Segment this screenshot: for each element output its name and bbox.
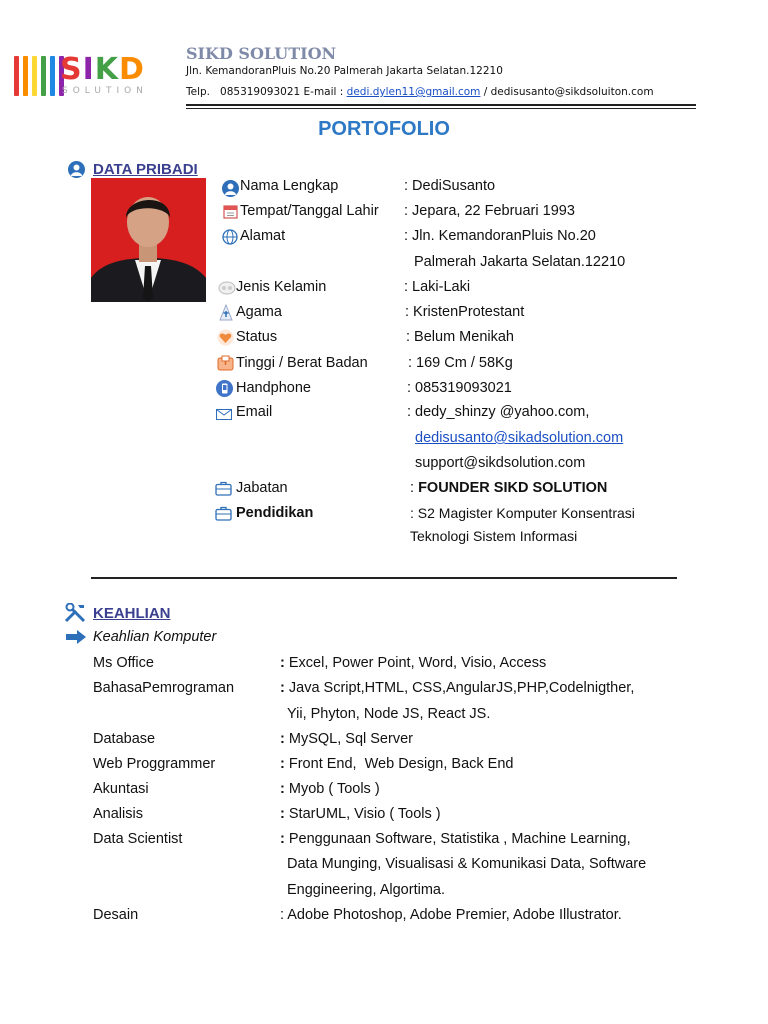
label-handphone: Handphone (236, 380, 311, 396)
value-email-3: support@sikdsolution.com (415, 455, 586, 471)
skill-value-text: Front End, Web Design, Back End (288, 756, 514, 772)
company-logo (14, 54, 149, 102)
header-rule (186, 104, 696, 106)
profile-photo (91, 178, 206, 302)
label-tempat-tanggal-lahir: Tempat/Tanggal Lahir (240, 203, 379, 219)
label-jabatan: Jabatan (236, 480, 288, 496)
company-address: Jln. KemandoranPluis No.20 Palmerah Jakarta Selatan.12210 (186, 65, 503, 77)
contact-email-link[interactable]: dedi.dylen11@gmail.com (346, 86, 481, 98)
calendar-icon (223, 204, 238, 224)
label-agama: Agama (236, 304, 282, 320)
skill-colon: : (280, 756, 285, 772)
value-jabatan (410, 480, 607, 496)
label-tinggi-berat: Tinggi / Berat Badan (236, 355, 368, 371)
skill-value-bahasa-pemrograman-line2: Yii, Phyton, Node JS, React JS. (287, 706, 491, 722)
mail-icon (216, 407, 232, 425)
skill-value-text: Penggunaan Software, Statistika , Machine Learning, (288, 831, 631, 847)
skill-value-data-scientist-line3: Enggineering, Algortima. (287, 882, 445, 898)
company-contact (186, 86, 654, 98)
briefcase-icon (215, 481, 232, 501)
label-alamat: Alamat (240, 228, 286, 244)
logo-subtext: SOLUTION (62, 86, 148, 96)
contact-prefix: Telp. 085319093021 E-mail : (186, 86, 347, 98)
skill-value-text: Java Script,HTML, CSS,AngularJS,PHP,Codelnigther, (288, 680, 635, 696)
phone-icon (216, 380, 233, 397)
value-status: : Belum Menikah (406, 329, 514, 345)
user-icon (68, 161, 85, 178)
skill-value-ms-office (280, 655, 546, 671)
value-agama: : KristenProtestant (405, 304, 525, 320)
value-pendidikan: : S2 Magister Komputer Konsentrasi (410, 505, 635, 521)
label-nama-lengkap: Nama Lengkap (240, 178, 339, 194)
value-jabatan-text: FOUNDER SIKD SOLUTION (418, 480, 608, 496)
value-jenis-kelamin: : Laki-Laki (404, 279, 471, 295)
skill-label-bahasa-pemrograman: BahasaPemrograman (93, 680, 235, 696)
contact-separator: / (480, 86, 491, 98)
heart-icon (217, 329, 234, 351)
scale-icon (217, 355, 234, 376)
skill-value-text: StarUML, Visio ( Tools ) (288, 806, 441, 822)
skill-value-data-scientist-line2: Data Munging, Visualisasi & Komunikasi Data, Software (287, 856, 647, 872)
page-title: PORTOFOLIO (318, 118, 450, 140)
skill-label-data-scientist: Data Scientist (93, 831, 183, 847)
skill-value-analisis (280, 806, 441, 822)
arrow-right-icon (66, 630, 86, 649)
value-alamat: : Jln. KemandoranPluis No.20 (404, 228, 596, 244)
header-rule-thin (186, 108, 696, 109)
value-email: : dedy_shinzy @yahoo.com, (407, 404, 590, 420)
value-pendidikan-line2: Teknologi Sistem Informasi (410, 528, 578, 544)
skill-colon: : (280, 655, 285, 671)
logo-bars (14, 56, 64, 96)
logo-word: SIKD (60, 52, 145, 87)
user-icon (222, 180, 239, 197)
value-email-link[interactable]: dedisusanto@sikadsolution.com (415, 430, 624, 446)
section-divider (91, 577, 677, 579)
skill-colon: : (280, 831, 285, 847)
value-alamat-line2: Palmerah Jakarta Selatan.12210 (414, 254, 626, 270)
value-tinggi-berat: : 169 Cm / 58Kg (408, 355, 513, 371)
skill-value-data-scientist (280, 831, 631, 847)
skill-value-bahasa-pemrograman (280, 680, 634, 696)
label-email: Email (236, 404, 273, 420)
skill-colon: : (280, 806, 285, 822)
section-heading-data-pribadi: DATA PRIBADI (93, 161, 198, 178)
contact-email-2: dedisusanto@sikdsoluiton.com (490, 86, 654, 98)
skill-value-text: Adobe Photoshop, Adobe Premier, Adobe Illustrator. (287, 907, 622, 923)
skill-value-database (280, 731, 413, 747)
company-name: SIKD SOLUTION (186, 44, 337, 63)
skill-value-text: Excel, Power Point, Word, Visio, Access (288, 655, 547, 671)
label-pendidikan: Pendidikan (236, 505, 314, 521)
skill-colon: : (280, 781, 285, 797)
skill-value-desain (280, 907, 622, 923)
gender-icon (218, 280, 236, 301)
briefcase-icon (215, 506, 232, 526)
religion-icon (218, 304, 234, 327)
section-heading-keahlian: KEAHLIAN (93, 605, 171, 622)
skill-value-text: MySQL, Sql Server (288, 731, 413, 747)
skill-label-desain: Desain (93, 907, 139, 923)
skill-value-web-programmer (280, 756, 513, 772)
subheading-keahlian-komputer: Keahlian Komputer (93, 629, 217, 645)
label-jenis-kelamin: Jenis Kelamin (236, 279, 327, 295)
value-nama-lengkap: : DediSusanto (404, 178, 496, 194)
globe-icon (222, 229, 238, 250)
value-handphone: : 085319093021 (407, 380, 512, 396)
skill-label-web-programmer: Web Proggrammer (93, 756, 216, 772)
skill-label-analisis: Analisis (93, 806, 143, 822)
skill-value-akuntasi (280, 781, 380, 797)
value-tempat-tanggal-lahir: : Jepara, 22 Februari 1993 (404, 203, 575, 219)
skill-colon: : (280, 680, 285, 696)
skill-label-akuntasi: Akuntasi (93, 781, 149, 797)
skill-value-text: Myob ( Tools ) (288, 781, 380, 797)
skill-label-database: Database (93, 731, 156, 747)
skill-colon: : (280, 731, 285, 747)
value-jabatan-prefix: : (410, 480, 419, 496)
tools-icon (64, 603, 86, 628)
label-status: Status (236, 329, 278, 345)
skill-colon: : (280, 907, 285, 923)
skill-label-ms-office: Ms Office (93, 655, 154, 671)
